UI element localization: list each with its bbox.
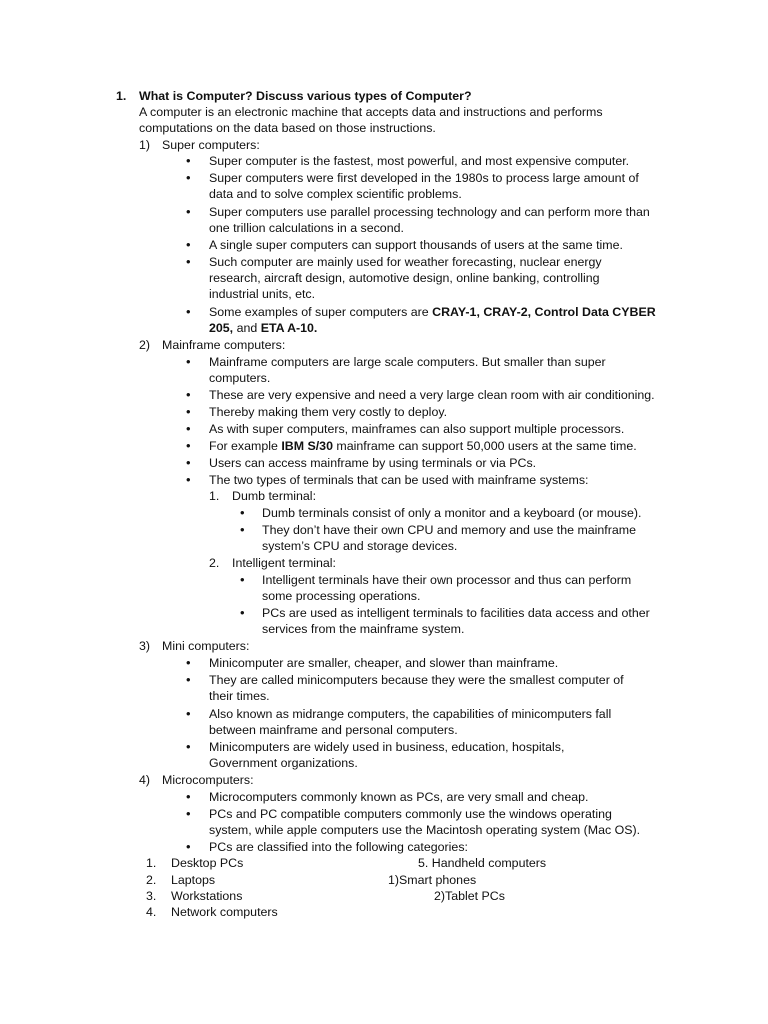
bullet: •: [240, 522, 245, 537]
question-title: What is Computer? Discuss various types of Computer?: [139, 89, 472, 103]
section-heading-mainframe: Mainframe computers:: [162, 338, 286, 352]
super-bullet-6-line-2: 205, and ETA A-10.: [209, 321, 318, 335]
bullet: •: [186, 254, 191, 269]
super-bullet-5-line-2: research, aircraft design, automotive design, online banking, controlling: [209, 271, 600, 285]
bullet: •: [186, 839, 191, 854]
bullet: •: [186, 806, 191, 821]
bullet: •: [186, 672, 191, 687]
dumb-bullet-2-line-2: system’s CPU and storage devices.: [262, 539, 458, 553]
definition-line-2: computations on the data based on those instructions.: [139, 121, 436, 135]
super-bullet-5-line-1: Such computer are mainly used for weather forecasting, nuclear energy: [209, 255, 602, 269]
category-label: Laptops: [171, 873, 216, 887]
intelligent-bullet-2-line-2: services from the mainframe system.: [262, 622, 465, 636]
mainframe-bullet-2: These are very expensive and need a very large clean room with air conditioning.: [209, 388, 655, 402]
intelligent-bullet-1-line-1: Intelligent terminals have their own processor and thus can perform: [262, 573, 632, 587]
mini-bullet-2-line-1: They are called minicomputers because they were the smallest computer of: [209, 673, 624, 687]
bullet: •: [186, 789, 191, 804]
super-bullet-3-line-1: Super computers use parallel processing technology and can perform more than: [209, 205, 650, 219]
mainframe-bullet-6: Users can access mainframe by using terminals or via PCs.: [209, 456, 537, 470]
category-label: Workstations: [171, 889, 243, 903]
bullet: •: [240, 605, 245, 620]
section-number-micro: 4): [139, 773, 151, 787]
category-label: Desktop PCs: [171, 856, 244, 870]
micro-bullet-3: PCs are classified into the following categories:: [209, 840, 468, 854]
dumb-bullet-2-line-1: They don’t have their own CPU and memory and use the mainframe: [262, 523, 636, 537]
bullet: •: [186, 472, 191, 487]
bullet: •: [186, 153, 191, 168]
bullet: •: [186, 421, 191, 436]
mainframe-bullet-1-line-2: computers.: [209, 371, 271, 385]
bullet: •: [186, 204, 191, 219]
section-number-mini: 3): [139, 639, 151, 653]
terminal-heading-intelligent: Intelligent terminal:: [232, 556, 336, 570]
micro-bullet-2-line-1: PCs and PC compatible computers commonly use the windows operating: [209, 807, 612, 821]
bullet: •: [186, 438, 191, 453]
mainframe-bullet-7: The two types of terminals that can be used with mainframe systems:: [209, 473, 589, 487]
bullet: •: [186, 304, 191, 319]
mainframe-bullet-3: Thereby making them very costly to deploy.: [209, 405, 448, 419]
super-bullet-5-line-3: industrial units, etc.: [209, 287, 316, 301]
category-number: 1.: [146, 856, 157, 870]
section-number-super: 1): [139, 138, 151, 152]
bullet: •: [186, 455, 191, 470]
category-number: 3.: [146, 889, 157, 903]
definition-line-1: A computer is an electronic machine that accepts data and instructions and performs: [139, 105, 603, 119]
category-number: 2.: [146, 873, 157, 887]
intelligent-bullet-1-line-2: some processing operations.: [262, 589, 421, 603]
super-bullet-1: Super computer is the fastest, most powerful, and most expensive computer.: [209, 154, 630, 168]
category-number: 4.: [146, 905, 157, 919]
terminal-number-dumb: 1.: [209, 489, 220, 503]
bullet: •: [240, 572, 245, 587]
section-heading-mini: Mini computers:: [162, 639, 250, 653]
terminal-number-intelligent: 2.: [209, 556, 220, 570]
intelligent-bullet-2-line-1: PCs are used as intelligent terminals to facilities data access and other: [262, 606, 650, 620]
category-handheld: 5. Handheld computers: [418, 856, 547, 870]
category-label: Network computers: [171, 905, 278, 919]
bullet: •: [186, 354, 191, 369]
mini-bullet-3-line-1: Also known as midrange computers, the capabilities of minicomputers fall: [209, 707, 612, 721]
micro-bullet-1: Microcomputers commonly known as PCs, are very small and cheap.: [209, 790, 589, 804]
super-bullet-2-line-2: data and to solve complex scientific problems.: [209, 187, 462, 201]
mainframe-bullet-5: For example IBM S/30 mainframe can support 50,000 users at the same time.: [209, 439, 637, 453]
micro-bullet-2-line-2: system, while apple computers use the Macintosh operating system (Mac OS).: [209, 823, 641, 837]
mini-bullet-4-line-2: Government organizations.: [209, 756, 358, 770]
question-number: 1.: [116, 89, 127, 103]
mainframe-bullet-1-line-1: Mainframe computers are large scale computers. But smaller than super: [209, 355, 606, 369]
bullet: •: [240, 505, 245, 520]
bullet: •: [186, 170, 191, 185]
dumb-bullet-1: Dumb terminals consist of only a monitor and a keyboard (or mouse).: [262, 506, 642, 520]
section-number-mainframe: 2): [139, 338, 151, 352]
super-bullet-6-line-1: Some examples of super computers are CRAY-1, CRAY-2, Control Data CYBER: [209, 305, 656, 319]
bullet: •: [186, 387, 191, 402]
super-bullet-2-line-1: Super computers were first developed in the 1980s to process large amount of: [209, 171, 639, 185]
bullet: •: [186, 237, 191, 252]
bullet: •: [186, 404, 191, 419]
bullet: •: [186, 739, 191, 754]
mini-bullet-3-line-2: between mainframe and personal computers.: [209, 723, 458, 737]
super-bullet-3-line-2: one trillion calculations in a second.: [209, 221, 404, 235]
section-heading-micro: Microcomputers:: [162, 773, 254, 787]
mini-bullet-1: Minicomputer are smaller, cheaper, and slower than mainframe.: [209, 656, 559, 670]
section-heading-super: Super computers:: [162, 138, 260, 152]
mini-bullet-2-line-2: their times.: [209, 689, 270, 703]
handheld-smart-phones: 1)Smart phones: [388, 873, 477, 887]
mini-bullet-4-line-1: Minicomputers are widely used in business, education, hospitals,: [209, 740, 565, 754]
handheld-tablet-pcs: 2)Tablet PCs: [434, 889, 505, 903]
terminal-heading-dumb: Dumb terminal:: [232, 489, 317, 503]
super-bullet-4: A single super computers can support thousands of users at the same time.: [209, 238, 623, 252]
bullet: •: [186, 706, 191, 721]
mainframe-bullet-4: As with super computers, mainframes can also support multiple processors.: [209, 422, 625, 436]
bullet: •: [186, 655, 191, 670]
